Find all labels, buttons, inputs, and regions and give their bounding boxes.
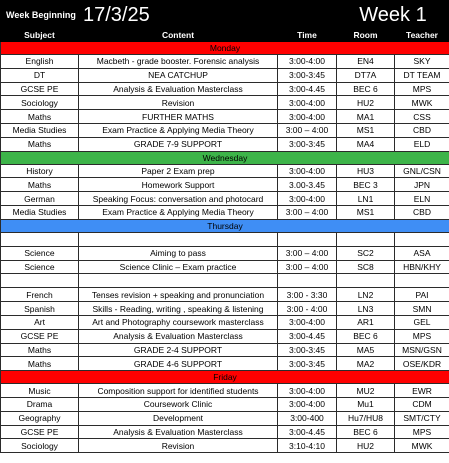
table-row	[1, 55, 449, 69]
cell-subject: Media Studies	[1, 205, 79, 219]
cell-teacher: SMT/CTY	[395, 411, 449, 425]
cell-teacher: MWK	[395, 439, 449, 453]
cell-time	[278, 232, 337, 246]
cell-room: AR1	[337, 315, 395, 329]
table-row	[1, 397, 449, 411]
cell-room: MA4	[337, 137, 395, 151]
table-row	[1, 425, 449, 439]
cell-teacher: CSS	[395, 110, 449, 124]
cell-content: NEA CATCHUP	[79, 68, 278, 82]
cell-subject: Science	[1, 246, 79, 260]
cell-room: BEC 6	[337, 425, 395, 439]
day-label: Wednesday	[1, 151, 449, 164]
cell-teacher: EWR	[395, 384, 449, 398]
col-header-time: Time	[278, 29, 337, 42]
cell-teacher: OSE/KDR	[395, 357, 449, 371]
cell-subject: GCSE PE	[1, 82, 79, 96]
cell-time: 3:00-4.45	[278, 82, 337, 96]
table-row	[1, 439, 449, 453]
day-label: Thursday	[1, 219, 449, 232]
cell-subject	[1, 274, 79, 288]
table-row	[1, 357, 449, 371]
table-row	[1, 302, 449, 316]
cell-time: 3:00-4.45	[278, 329, 337, 343]
col-header-content: Content	[79, 29, 278, 42]
cell-teacher: CDM	[395, 397, 449, 411]
week-number: Week 1	[337, 1, 449, 29]
col-header-subject: Subject	[1, 29, 79, 42]
cell-content: Tenses revision + speaking and pronunciation	[79, 288, 278, 302]
cell-subject: Drama	[1, 397, 79, 411]
table-row	[1, 82, 449, 96]
cell-room: Hu7/HU8	[337, 411, 395, 425]
cell-content: Exam Practice & Applying Media Theory	[79, 205, 278, 219]
cell-teacher: ELN	[395, 192, 449, 206]
cell-time: 3:00-4.45	[278, 425, 337, 439]
cell-time: 3:00-3:45	[278, 357, 337, 371]
cell-time: 3:00-4:00	[278, 164, 337, 178]
cell-room: MA2	[337, 357, 395, 371]
blank-row	[1, 274, 449, 288]
cell-room	[337, 274, 395, 288]
cell-teacher: SKY	[395, 55, 449, 69]
cell-room: MS1	[337, 205, 395, 219]
cell-content: Exam Practice & Applying Media Theory	[79, 123, 278, 137]
cell-room	[337, 232, 395, 246]
cell-time: 3:10-4:10	[278, 439, 337, 453]
cell-subject: GCSE PE	[1, 329, 79, 343]
cell-subject: Maths	[1, 137, 79, 151]
cell-room: BEC 6	[337, 82, 395, 96]
cell-teacher: DT TEAM	[395, 68, 449, 82]
cell-time: 3:00-3:45	[278, 137, 337, 151]
cell-content: Composition support for identified students	[79, 384, 278, 398]
cell-room: BEC 6	[337, 329, 395, 343]
cell-subject: DT	[1, 68, 79, 82]
day-band-thursday	[1, 219, 449, 232]
cell-teacher: ELD	[395, 137, 449, 151]
cell-content: Science Clinic – Exam practice	[79, 260, 278, 274]
cell-subject: Science	[1, 260, 79, 274]
cell-time	[278, 274, 337, 288]
cell-teacher: CBD	[395, 123, 449, 137]
cell-subject: Maths	[1, 178, 79, 192]
week-date: 17/3/25	[79, 1, 278, 29]
cell-content: Aiming to pass	[79, 246, 278, 260]
cell-teacher: MPS	[395, 425, 449, 439]
cell-subject: French	[1, 288, 79, 302]
cell-room: LN2	[337, 288, 395, 302]
cell-subject	[1, 232, 79, 246]
cell-time: 3:00 - 3:30	[278, 288, 337, 302]
title-spacer	[278, 1, 337, 29]
cell-teacher: JPN	[395, 178, 449, 192]
cell-content: Skills - Reading, writing , speaking & listening	[79, 302, 278, 316]
cell-time: 3:00-4:00	[278, 384, 337, 398]
cell-subject: History	[1, 164, 79, 178]
table-row	[1, 205, 449, 219]
cell-subject: Maths	[1, 343, 79, 357]
table-row	[1, 110, 449, 124]
cell-teacher: MWK	[395, 96, 449, 110]
cell-content	[79, 232, 278, 246]
week-beginning-label: Week Beginning	[1, 1, 79, 29]
col-header-teacher: Teacher	[395, 29, 449, 42]
cell-content: GRADE 2-4 SUPPORT	[79, 343, 278, 357]
cell-time: 3:00 – 4:00	[278, 123, 337, 137]
cell-room: HU2	[337, 96, 395, 110]
cell-content: Homework Support	[79, 178, 278, 192]
cell-teacher: HBN/KHY	[395, 260, 449, 274]
cell-room: HU3	[337, 164, 395, 178]
title-row	[1, 1, 449, 29]
cell-teacher: CBD	[395, 205, 449, 219]
table-row	[1, 178, 449, 192]
cell-time: 3:00-4:00	[278, 96, 337, 110]
cell-subject: Maths	[1, 357, 79, 371]
cell-content: Paper 2 Exam prep	[79, 164, 278, 178]
cell-content: Analysis & Evaluation Masterclass	[79, 329, 278, 343]
cell-time: 3:00 - 4:00	[278, 302, 337, 316]
col-header-room: Room	[337, 29, 395, 42]
table-row	[1, 411, 449, 425]
cell-content	[79, 274, 278, 288]
day-band-friday	[1, 371, 449, 384]
cell-subject: Spanish	[1, 302, 79, 316]
cell-content: Analysis & Evaluation Masterclass	[79, 82, 278, 96]
cell-subject: Maths	[1, 110, 79, 124]
cell-time: 3:00-3:45	[278, 343, 337, 357]
cell-room: LN1	[337, 192, 395, 206]
cell-teacher: GNL/CSN	[395, 164, 449, 178]
day-label: Friday	[1, 371, 449, 384]
cell-teacher	[395, 274, 449, 288]
cell-subject: German	[1, 192, 79, 206]
cell-time: 3:00-4:00	[278, 192, 337, 206]
cell-subject: Geography	[1, 411, 79, 425]
cell-teacher: PAI	[395, 288, 449, 302]
cell-subject: Media Studies	[1, 123, 79, 137]
cell-room: SC2	[337, 246, 395, 260]
cell-teacher	[395, 232, 449, 246]
table-row	[1, 315, 449, 329]
day-band-monday	[1, 42, 449, 55]
cell-teacher: GEL	[395, 315, 449, 329]
cell-room: MS1	[337, 123, 395, 137]
cell-content: FURTHER MATHS	[79, 110, 278, 124]
cell-subject: Art	[1, 315, 79, 329]
table-row	[1, 246, 449, 260]
cell-content: GRADE 7-9 SUPPORT	[79, 137, 278, 151]
cell-subject: GCSE PE	[1, 425, 79, 439]
cell-time: 3.00-3.45	[278, 178, 337, 192]
table-row	[1, 288, 449, 302]
table-row	[1, 260, 449, 274]
cell-room: EN4	[337, 55, 395, 69]
table-row	[1, 137, 449, 151]
cell-room: MU2	[337, 384, 395, 398]
cell-teacher: ASA	[395, 246, 449, 260]
table-row	[1, 68, 449, 82]
cell-subject: Sociology	[1, 439, 79, 453]
table-row	[1, 343, 449, 357]
cell-room: LN3	[337, 302, 395, 316]
cell-time: 3:00-400	[278, 411, 337, 425]
cell-teacher: MPS	[395, 329, 449, 343]
cell-content: Development	[79, 411, 278, 425]
timetable-body	[1, 1, 449, 453]
cell-content: GRADE 4-6 SUPPORT	[79, 357, 278, 371]
cell-subject: Sociology	[1, 96, 79, 110]
cell-time: 3:00-4:00	[278, 110, 337, 124]
cell-room: BEC 3	[337, 178, 395, 192]
blank-row	[1, 232, 449, 246]
cell-content: Speaking Focus: conversation and photocard	[79, 192, 278, 206]
cell-teacher: MSN/GSN	[395, 343, 449, 357]
cell-content: Art and Photography coursework masterclass	[79, 315, 278, 329]
day-label: Monday	[1, 42, 449, 55]
cell-time: 3:00-4:00	[278, 55, 337, 69]
cell-subject: English	[1, 55, 79, 69]
column-header-row	[1, 29, 449, 42]
cell-content: Macbeth - grade booster. Forensic analysis	[79, 55, 278, 69]
cell-room: MA5	[337, 343, 395, 357]
cell-time: 3:00 – 4:00	[278, 246, 337, 260]
table-row	[1, 384, 449, 398]
cell-content: Revision	[79, 96, 278, 110]
table-row	[1, 123, 449, 137]
cell-content: Analysis & Evaluation Masterclass	[79, 425, 278, 439]
cell-content: Coursework Clinic	[79, 397, 278, 411]
table-row	[1, 329, 449, 343]
cell-room: Mu1	[337, 397, 395, 411]
table-row	[1, 96, 449, 110]
cell-room: DT7A	[337, 68, 395, 82]
cell-content: Revision	[79, 439, 278, 453]
cell-time: 3:00 – 4:00	[278, 205, 337, 219]
cell-room: HU2	[337, 439, 395, 453]
cell-teacher: MPS	[395, 82, 449, 96]
cell-room: SC8	[337, 260, 395, 274]
cell-room: MA1	[337, 110, 395, 124]
cell-subject: Music	[1, 384, 79, 398]
cell-teacher: SMN	[395, 302, 449, 316]
table-row	[1, 192, 449, 206]
day-band-wednesday	[1, 151, 449, 164]
cell-time: 3:00 – 4:00	[278, 260, 337, 274]
cell-time: 3:00-3:45	[278, 68, 337, 82]
cell-time: 3:00-4:00	[278, 397, 337, 411]
table-row	[1, 164, 449, 178]
cell-time: 3:00-4:00	[278, 315, 337, 329]
